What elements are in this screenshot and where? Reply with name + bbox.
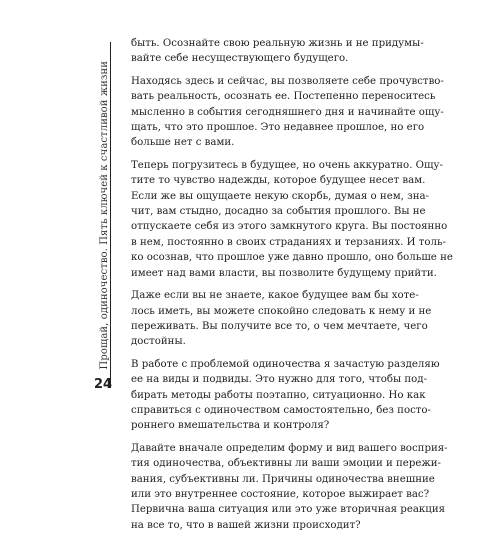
body-text <box>131 36 453 540</box>
text-line: на все то, что в вашей жизни происходит? <box>131 519 361 531</box>
text-line: В работе с проблемой одиночества я зачастую разделяю <box>131 358 440 370</box>
text-line: лось иметь, вы можете спокойно следовать к нему и не <box>131 305 432 317</box>
text-line: вания, субъективны ли. Причины одиночества внешние <box>131 473 435 485</box>
text-line: или это внутреннее состояние, которое выжирает вас? <box>131 488 430 500</box>
text-line: отпускаете себя из этого замкнутого круга. Вы постоянно <box>131 221 448 233</box>
text-line: Первична ваша ситуация или это уже вторичная реакция <box>131 504 446 516</box>
text-line: достойны. <box>131 336 186 348</box>
paragraph <box>131 36 424 67</box>
paragraph <box>131 357 440 434</box>
text-line: имеет над вами власти, вы позволите будущему прийти. <box>131 267 437 279</box>
running-head <box>97 42 111 388</box>
text-line: Даже если вы не знаете, какое будущее вам бы хоте- <box>131 290 419 302</box>
text-line: Находясь здесь и сейчас, вы позволяете себе прочувство- <box>131 75 444 87</box>
text-line: больше нет с вами. <box>131 137 235 149</box>
paragraph <box>131 288 432 350</box>
text-line: чит, вам стыдно, досадно за события прошлого. Вы не <box>131 206 426 218</box>
text-line: Давайте вначале определим форму и вид вашего восприя- <box>131 442 448 454</box>
text-line: в нем, постоянно в своих страданиях и терзаниях. И толь- <box>131 236 446 248</box>
text-line: ко осознав, что прошлое уже давно прошло, оно больше не <box>131 252 453 264</box>
text-line: переживать. Вы получите все то, о чем мечтаете, чего <box>131 320 428 332</box>
text-line: мысленно в события сегодняшнего дня и начинайте ощу- <box>131 106 444 118</box>
paragraph <box>131 441 448 533</box>
running-head-text: Прощай, одиночество. Пять ключей к счастливой жизни <box>98 60 110 370</box>
text-line: вать реальность, осознать ее. Постепенно переноситесь <box>131 91 436 103</box>
text-line: Если же вы ощущаете некую скорбь, думая о нем, зна- <box>131 190 429 202</box>
side-rule <box>110 42 111 388</box>
text-line: щать, что это прошлое. Это недавнее прошлое, но его <box>131 122 425 134</box>
text-line: бирать методы работы поэтапно, ситуационно. Но как <box>131 389 426 401</box>
text-line: Теперь погрузитесь в будущее, но очень аккуратно. Ощу- <box>131 159 443 171</box>
paragraph <box>131 158 453 281</box>
text-line: вайте себе несуществующего будущего. <box>131 53 349 65</box>
paragraph <box>131 74 444 151</box>
text-line: тите то чувство надежды, которое будущее несет вам. <box>131 175 426 187</box>
text-line: ее на виды и подвиды. Это нужно для того, чтобы под- <box>131 374 428 386</box>
text-line: быть. Осознайте свою реальную жизнь и не придумы- <box>131 38 424 49</box>
text-line: тия одиночества, объективны ли ваши эмоции и пережи- <box>131 458 441 470</box>
text-line: справиться с одиночеством самостоятельно, без посто- <box>131 404 431 416</box>
page-number: 24 <box>94 377 113 392</box>
text-line: роннего вмешательства и контроля? <box>131 420 330 432</box>
